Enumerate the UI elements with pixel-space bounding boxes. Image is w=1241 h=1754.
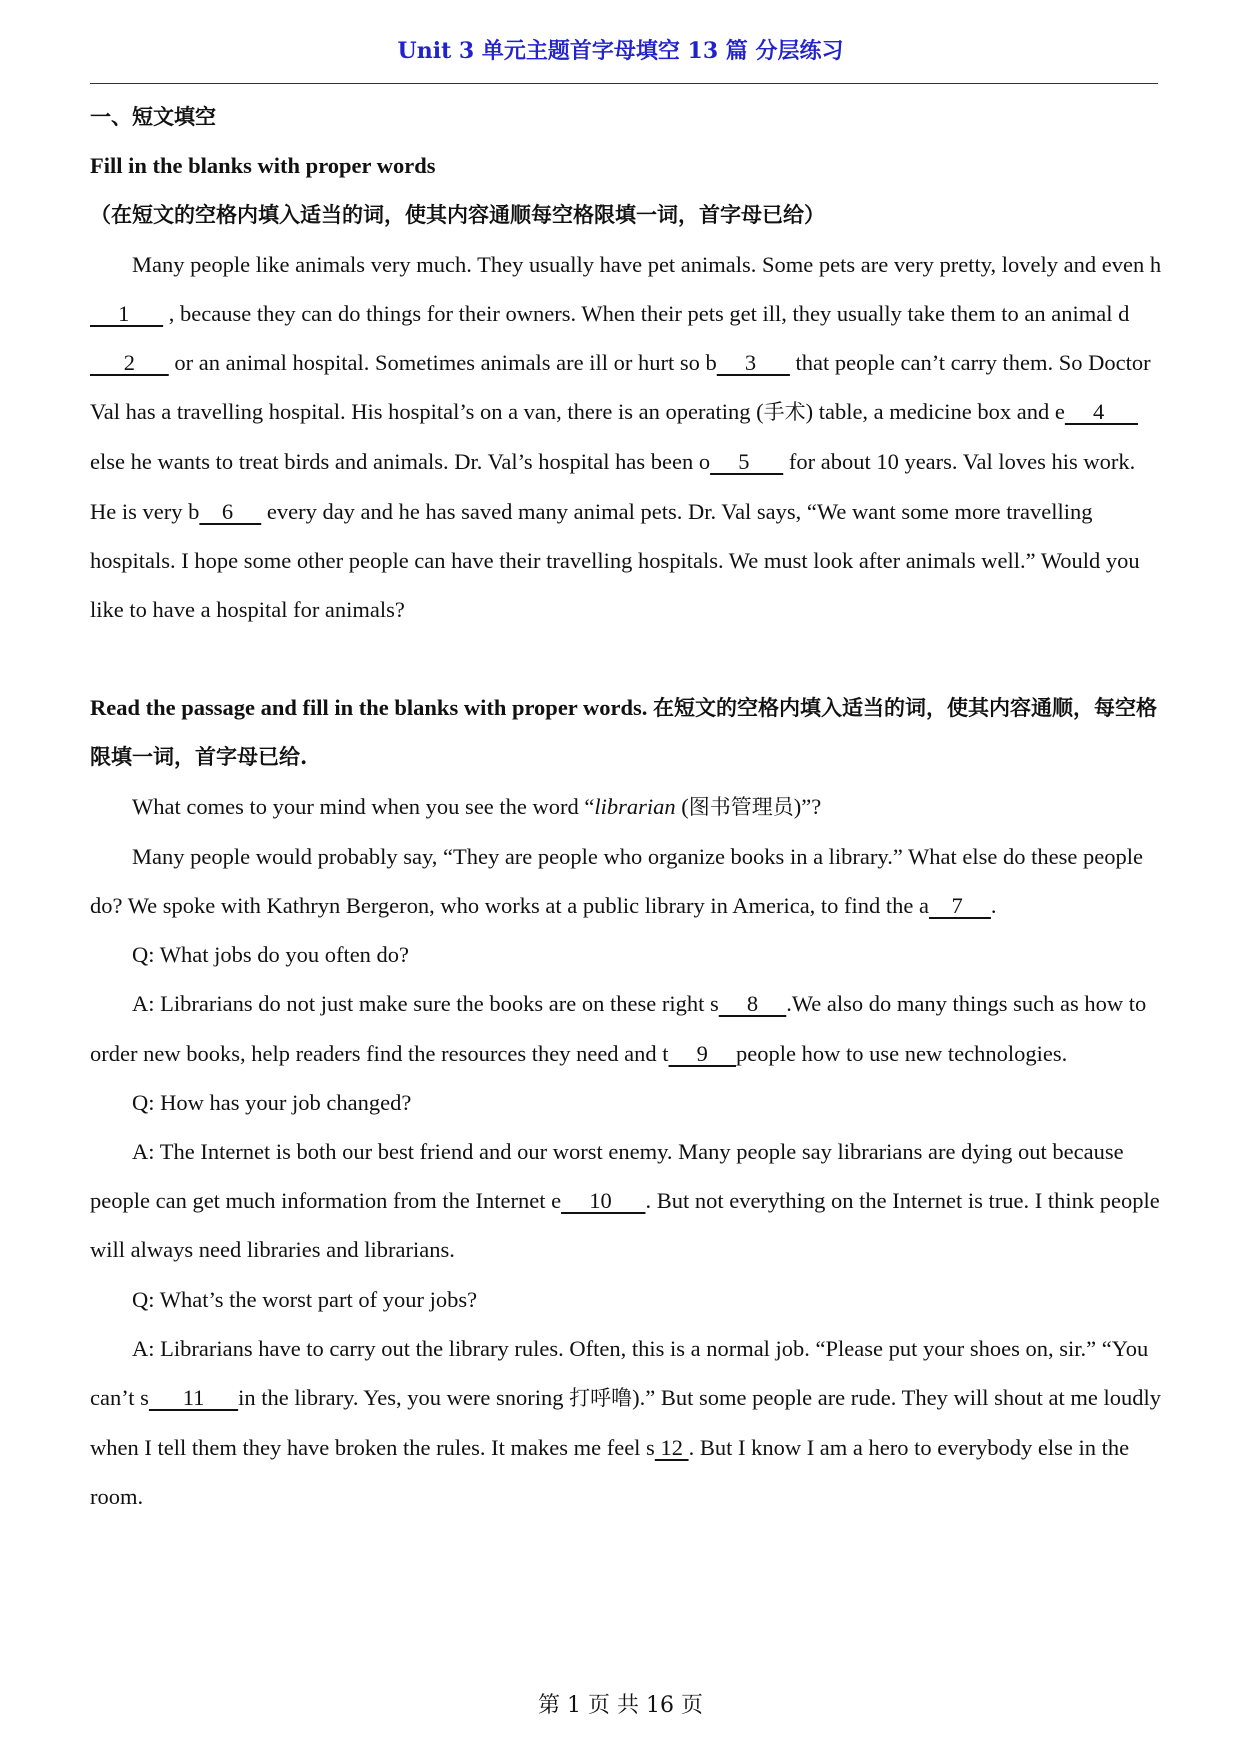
passage2-instructions (90, 683, 1162, 781)
passage1-text-7: every day and he has saved many animal pets. Dr. Val says, “We want some more travelling hospitals. I hope some other people can have their travelling hospitals. We must look after animals well.” Would you like to have a hospital for animals? (90, 498, 1140, 623)
answer-text: . But not everything on the Internet is true. I think people will always need libraries and librarians. (90, 1188, 1160, 1263)
passage2-text: What comes to your mind when you see the word “ (132, 793, 595, 819)
answer-2 (90, 1127, 1162, 1275)
answer-text: . But I know I am a hero to everybody else in the room. (90, 1435, 1130, 1510)
spacer (90, 634, 1162, 683)
passage2-paragraph-2 (90, 832, 1162, 930)
blank-7[interactable]: 7 (929, 893, 991, 919)
passage2-text: )”? (793, 793, 822, 819)
answer-text: people how to use new technologies. (736, 1040, 1068, 1066)
blank-1[interactable]: 1 (90, 300, 164, 326)
passage1-instruction-zh: （在短文的空格内填入适当的词，使其内容通顺每空格限填一词，首字母已给） (90, 202, 825, 228)
blank-11[interactable]: 11 (148, 1385, 239, 1411)
page-number: 第 1 页 共 16 页 (538, 1693, 703, 1718)
question-3: Q: What’s the worst part of your jobs? (132, 1286, 478, 1312)
passage2-text: ( (675, 793, 689, 819)
passage1-text-2: , because they can do things for their owners. When their pets get ill, they usually take them to an animal d (163, 300, 1130, 326)
answer-1 (90, 979, 1162, 1077)
answer-3 (90, 1324, 1162, 1522)
answer-text: A: The Internet is both our best friend and our worst enemy. Many people say librarians are dying out because people can get much information from the Internet e (90, 1139, 1124, 1214)
passage1-paragraph (90, 240, 1162, 635)
librarian-gloss: 图书管理员 (688, 794, 794, 819)
blank-3[interactable]: 3 (716, 350, 790, 376)
snoring-gloss: 打呼噜 (569, 1386, 633, 1411)
question-2: Q: How has your job changed? (132, 1089, 412, 1115)
question-1: Q: What jobs do you often do? (132, 942, 410, 968)
blank-5[interactable]: 5 (710, 449, 784, 475)
passage1-instructions (90, 141, 1162, 239)
passage1-gloss-surgery: 手术 (763, 400, 806, 425)
answer-text: A: Librarians do not just make sure the books are on these right s (132, 991, 719, 1017)
passage1-text-4b: ) table, a medicine box and e (805, 399, 1065, 425)
passage2-text: . (990, 893, 997, 919)
answer-text: A: Librarians have to carry out the library rules. Often, this is a normal job. “Please put your shoes on, sir.” “You can’t s (90, 1335, 1149, 1411)
passage2-text: Many people would probably say, “They are people who organize books in a library.” What else do these people do? We spoke with Kathryn Bergeron, who works at a public library in America, to find the a (90, 843, 1143, 919)
page-title: Unit 3 单元主题首字母填空 13 篇 分层练习 (397, 38, 844, 64)
passage2-instruction-zh: 在短文的空格内填入适当的词，使其内容通顺，每空格限填一词，首字母已给. (90, 695, 1158, 770)
passage1-text-4: that people can’t carry them. So Doctor Val has a travelling hospital. His hospital’s on a van, there is an operating ( (90, 350, 1151, 425)
section-title: 一、短文填空 (90, 104, 216, 129)
passage1-text-1: Many people like animals very much. They usually have pet animals. Some pets are very pretty, lovely and even h (132, 251, 1162, 277)
passage2-paragraph-1 (90, 782, 1162, 832)
passage2-instruction-en: Read the passage and fill in the blanks with proper words. (90, 695, 654, 721)
blank-9[interactable]: 9 (668, 1040, 737, 1066)
blank-10[interactable]: 10 (561, 1188, 646, 1214)
blank-6[interactable]: 6 (199, 498, 262, 524)
answer-text: .We also do many things such as how to order new books, help readers find the resources they need and t (90, 991, 1147, 1066)
blank-8[interactable]: 8 (718, 991, 787, 1017)
header-divider (90, 83, 1158, 84)
passage1-text-6: for about 10 years. Val loves his work. He is very b (90, 449, 1136, 524)
passage1-text-5: else he wants to treat birds and animals. Dr. Val’s hospital has been o (90, 449, 711, 475)
document-body (90, 92, 1162, 1522)
blank-2[interactable]: 2 (90, 350, 169, 376)
passage1-instruction-en: Fill in the blanks with proper words (90, 153, 436, 179)
passage1-text-3: or an animal hospital. Sometimes animals are ill or hurt so b (168, 350, 717, 376)
blank-4[interactable]: 4 (1064, 399, 1138, 425)
librarian-word: librarian (594, 793, 676, 819)
answer-text: ).” But some people are rude. They will shout at me loudly when I tell them they have broken the rules. It makes me feel s (90, 1385, 1161, 1461)
blank-12[interactable]: 12 (654, 1435, 689, 1461)
answer-text: in the library. Yes, you were snoring (238, 1385, 570, 1411)
